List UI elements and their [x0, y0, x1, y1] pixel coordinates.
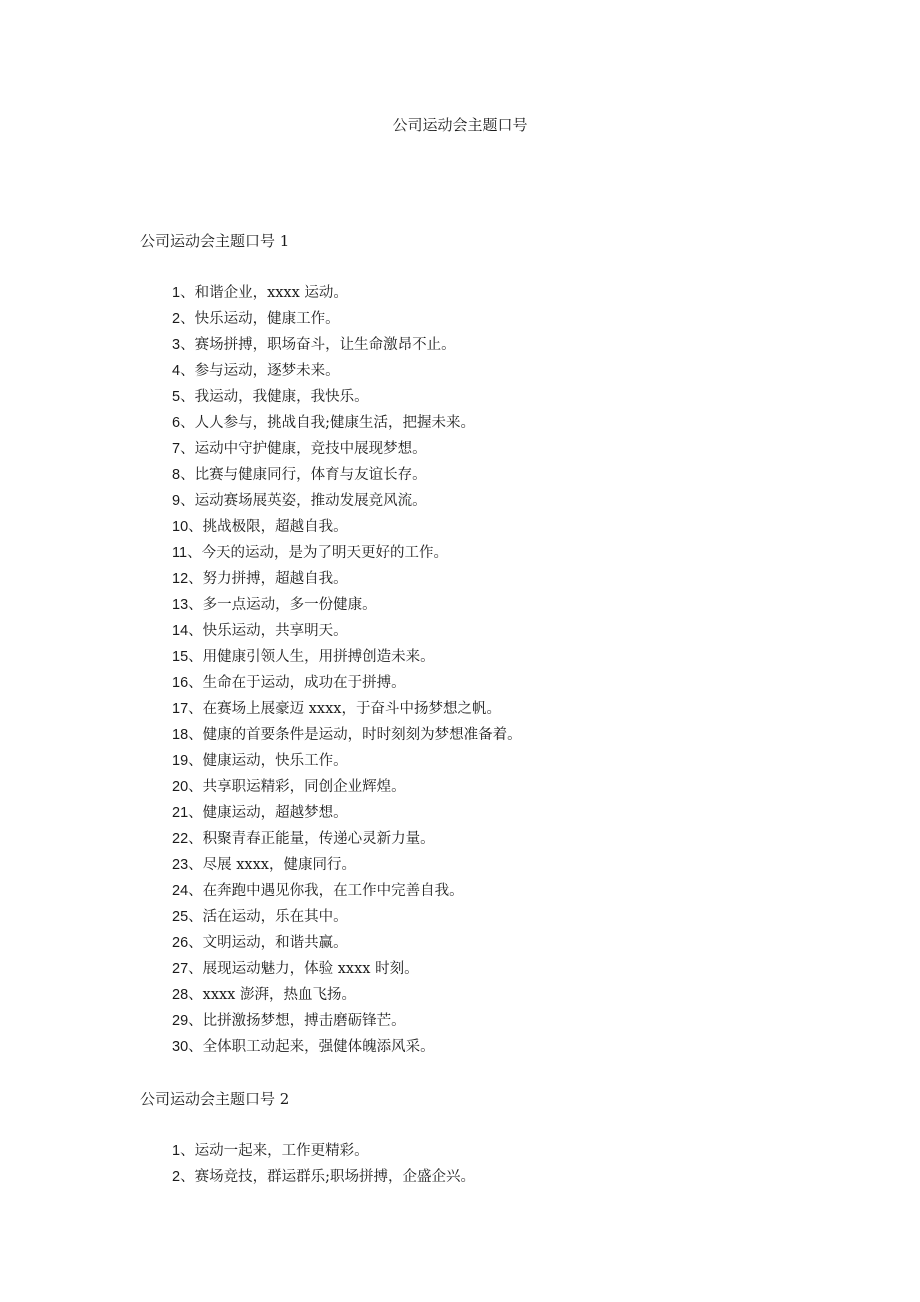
- item-separator: 、: [188, 1013, 203, 1029]
- slogan-list-2: [172, 1140, 475, 1192]
- item-text: 运动一起来，工作更精彩。: [194, 1143, 369, 1159]
- item-number: 14: [172, 623, 189, 639]
- item-separator: 、: [188, 857, 203, 873]
- list-item: [172, 802, 522, 828]
- item-separator: 、: [188, 883, 203, 899]
- item-text: 文明运动，和谐共赢。: [202, 935, 348, 951]
- item-text: 人人参与，挑战自我;健康生活，把握未来。: [194, 415, 475, 431]
- item-text: 活在运动，乐在其中。: [202, 909, 348, 925]
- list-item: [172, 594, 522, 620]
- item-text: 在赛场上展豪迈 xxxx，于奋斗中扬梦想之帆。: [202, 701, 501, 717]
- item-number: 28: [172, 987, 189, 1003]
- item-separator: 、: [188, 649, 203, 665]
- item-number: 1: [172, 1143, 181, 1159]
- item-text: xxxx 澎湃，热血飞扬。: [202, 987, 356, 1003]
- item-number: 13: [172, 597, 189, 613]
- item-separator: 、: [188, 987, 203, 1003]
- item-number: 8: [172, 467, 181, 483]
- list-item: [172, 984, 522, 1010]
- item-number: 25: [172, 909, 189, 925]
- item-number: 15: [172, 649, 189, 665]
- item-separator: 、: [188, 1039, 203, 1055]
- item-number: 6: [172, 415, 181, 431]
- item-number: 12: [172, 571, 189, 587]
- list-item: [172, 880, 522, 906]
- list-item: [172, 646, 522, 672]
- list-item: [172, 282, 522, 308]
- list-item: [172, 958, 522, 984]
- item-separator: 、: [180, 1169, 195, 1185]
- item-separator: 、: [188, 623, 203, 639]
- item-text: 共享职运精彩，同创企业辉煌。: [202, 779, 406, 795]
- item-number: 22: [172, 831, 189, 847]
- list-item: [172, 854, 522, 880]
- item-separator: 、: [188, 675, 203, 691]
- item-number: 17: [172, 701, 189, 717]
- item-text: 在奔跑中遇见你我，在工作中完善自我。: [202, 883, 464, 899]
- item-separator: 、: [180, 337, 195, 353]
- item-text: 全体职工动起来，强健体魄添风采。: [202, 1039, 435, 1055]
- item-number: 2: [172, 1169, 181, 1185]
- item-text: 比赛与健康同行，体育与友谊长存。: [194, 467, 427, 483]
- item-text: 健康的首要条件是运动，时时刻刻为梦想准备着。: [202, 727, 522, 743]
- item-separator: 、: [180, 311, 195, 327]
- item-number: 7: [172, 441, 181, 457]
- list-item: [172, 412, 522, 438]
- item-text: 今天的运动，是为了明天更好的工作。: [201, 545, 449, 561]
- item-text: 运动赛场展英姿，推动发展竞风流。: [194, 493, 427, 509]
- item-number: 1: [172, 285, 181, 301]
- item-separator: 、: [180, 415, 195, 431]
- item-separator: 、: [188, 831, 203, 847]
- item-text: 和谐企业，xxxx 运动。: [194, 285, 348, 301]
- list-item: [172, 750, 522, 776]
- document-title: 公司运动会主题口号: [392, 116, 528, 134]
- item-number: 5: [172, 389, 181, 405]
- item-number: 2: [172, 311, 181, 327]
- list-item: [172, 516, 522, 542]
- item-number: 30: [172, 1039, 189, 1055]
- item-number: 26: [172, 935, 189, 951]
- slogan-list-1: [172, 282, 522, 1062]
- item-separator: 、: [180, 363, 195, 379]
- list-item: [172, 932, 522, 958]
- list-item: [172, 906, 522, 932]
- item-separator: 、: [188, 701, 203, 717]
- item-text: 快乐运动，共享明天。: [202, 623, 348, 639]
- item-text: 健康运动，超越梦想。: [202, 805, 348, 821]
- item-number: 11: [172, 545, 188, 561]
- item-number: 23: [172, 857, 189, 873]
- item-separator: 、: [180, 389, 195, 405]
- item-separator: 、: [188, 935, 203, 951]
- item-text: 健康运动，快乐工作。: [202, 753, 348, 769]
- item-text: 展现运动魅力，体验 xxxx 时刻。: [202, 961, 419, 977]
- item-separator: 、: [188, 805, 203, 821]
- item-text: 比拼激扬梦想，搏击磨砺锋芒。: [202, 1013, 406, 1029]
- item-separator: 、: [180, 441, 195, 457]
- item-separator: 、: [180, 493, 195, 509]
- item-number: 18: [172, 727, 189, 743]
- item-separator: 、: [188, 571, 203, 587]
- item-text: 挑战极限，超越自我。: [202, 519, 348, 535]
- item-separator: 、: [188, 727, 203, 743]
- item-separator: 、: [188, 519, 203, 535]
- list-item: [172, 776, 522, 802]
- item-number: 21: [172, 805, 189, 821]
- item-text: 努力拼搏，超越自我。: [202, 571, 348, 587]
- item-separator: 、: [180, 285, 195, 301]
- item-separator: 、: [180, 467, 195, 483]
- list-item: [172, 672, 522, 698]
- item-separator: 、: [188, 961, 203, 977]
- list-item: [172, 828, 522, 854]
- item-number: 9: [172, 493, 181, 509]
- list-item: [172, 464, 522, 490]
- item-text: 参与运动，逐梦未来。: [194, 363, 340, 379]
- list-item: [172, 334, 522, 360]
- list-item: [172, 438, 522, 464]
- item-number: 24: [172, 883, 189, 899]
- item-number: 4: [172, 363, 181, 379]
- list-item: [172, 386, 522, 412]
- item-separator: 、: [188, 909, 203, 925]
- list-item: [172, 490, 522, 516]
- item-number: 10: [172, 519, 189, 535]
- list-item: [172, 568, 522, 594]
- item-text: 快乐运动，健康工作。: [194, 311, 340, 327]
- item-separator: 、: [188, 597, 203, 613]
- list-item: [172, 1036, 522, 1062]
- item-number: 29: [172, 1013, 189, 1029]
- item-separator: 、: [187, 545, 202, 561]
- item-text: 尽展 xxxx，健康同行。: [202, 857, 356, 873]
- list-item: [172, 1166, 475, 1192]
- list-item: [172, 1140, 475, 1166]
- item-number: 16: [172, 675, 189, 691]
- list-item: [172, 308, 522, 334]
- item-separator: 、: [188, 779, 203, 795]
- section-heading-1: 公司运动会主题口号 1: [140, 232, 290, 250]
- list-item: [172, 698, 522, 724]
- item-number: 27: [172, 961, 189, 977]
- item-separator: 、: [180, 1143, 195, 1159]
- item-text: 生命在于运动，成功在于拼搏。: [202, 675, 406, 691]
- item-text: 赛场拼搏，职场奋斗，让生命激昂不止。: [194, 337, 456, 353]
- item-number: 20: [172, 779, 189, 795]
- item-number: 19: [172, 753, 189, 769]
- item-text: 多一点运动，多一份健康。: [202, 597, 377, 613]
- item-text: 运动中守护健康，竞技中展现梦想。: [194, 441, 427, 457]
- list-item: [172, 1010, 522, 1036]
- list-item: [172, 724, 522, 750]
- item-text: 我运动，我健康，我快乐。: [194, 389, 369, 405]
- item-text: 赛场竞技，群运群乐;职场拼搏，企盛企兴。: [194, 1169, 475, 1185]
- list-item: [172, 360, 522, 386]
- item-text: 用健康引领人生，用拼搏创造未来。: [202, 649, 435, 665]
- item-separator: 、: [188, 753, 203, 769]
- list-item: [172, 620, 522, 646]
- item-text: 积聚青春正能量，传递心灵新力量。: [202, 831, 435, 847]
- list-item: [172, 542, 522, 568]
- item-number: 3: [172, 337, 181, 353]
- section-heading-2: 公司运动会主题口号 2: [140, 1090, 290, 1108]
